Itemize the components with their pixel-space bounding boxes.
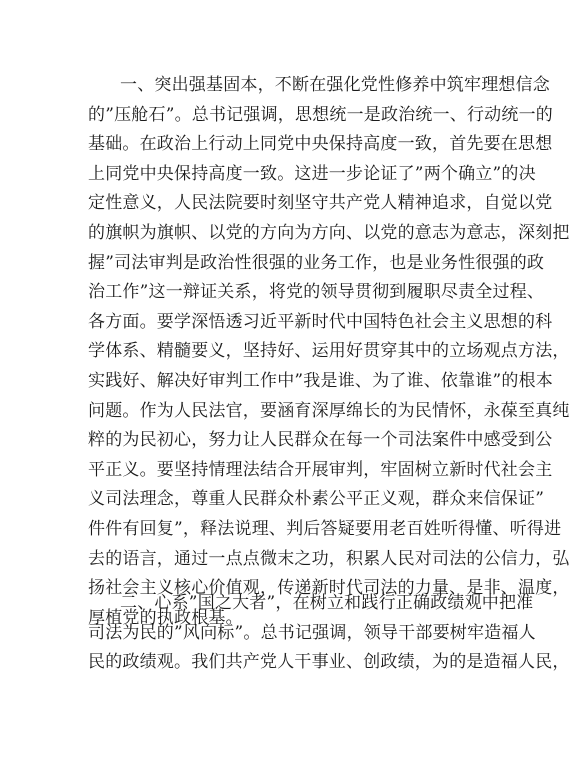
text-line: 二、心系”国之大者”，在树立和践行正确政绩观中把准 (120, 593, 534, 613)
text-line: 握”司法审判是政治性很强的业务工作，也是业务性很强的政 (88, 252, 545, 273)
text-line: 的旗帜为旗帜、以党的方向为方向、以党的意志为意志，深刻把 (88, 222, 570, 243)
text-line: 件件有回复”，释法说理、判后答疑要用老百姓听得懂、听得进 (88, 518, 562, 539)
text-line: 去的语言，通过一点点微末之功，积累人民对司法的公信力，弘 (88, 548, 570, 569)
text-line: 民的政绩观。我们共产党人干事业、创政绩，为的是造福人民， (88, 652, 570, 673)
text-line: 粹的为民初心，努力让人民群众在每一个司法案件中感受到公 (88, 430, 553, 451)
paragraph-two (88, 589, 570, 678)
text-line: 平正义。要坚持情理法结合开展审判，牢固树立新时代社会主 (88, 459, 553, 480)
text-line: 司法为民的”风向标”。总书记强调，领导干部要树牢造福人 (88, 622, 536, 643)
text-line: 上同党中央保持高度一致。这进一步论证了”两个确立”的决 (88, 163, 536, 184)
text-line: 定性意义，人民法院要时刻坚守共产党人精神追求，自觉以党 (88, 193, 553, 214)
text-line: 各方面。要学深悟透习近平新时代中国特色社会主义思想的科 (88, 311, 553, 332)
text-line: 厚植党的执政根基。 (88, 607, 243, 628)
text-line: 一、突出强基固本，不断在强化党性修养中筑牢理想信念 (120, 75, 550, 95)
text-line: 扬社会主义核心价值观，传递新时代司法的力量、是非、温度， (88, 578, 570, 599)
text-line: 实践好、解决好审判工作中”我是谁、为了谁、依靠谁”的根本 (88, 370, 553, 391)
text-line: 义司法理念，尊重人民群众朴素公平正义观，群众来信保证” (88, 489, 545, 510)
text-line: 的”压舱石”。总书记强调，思想统一是政治统一、行动统一的 (88, 104, 553, 125)
text-line: 基础。在政治上行动上同党中央保持高度一致，首先要在思想 (88, 134, 553, 155)
text-line: 问题。作为人民法官，要涵育深厚绵长的为民情怀，永葆至真纯 (88, 400, 570, 421)
text-line: 治工作”这一辩证关系，将党的领导贯彻到履职尽责全过程、 (88, 282, 545, 303)
text-line: 学体系、精髓要义，坚持好、运用好贯穿其中的立场观点方法， (88, 341, 570, 362)
